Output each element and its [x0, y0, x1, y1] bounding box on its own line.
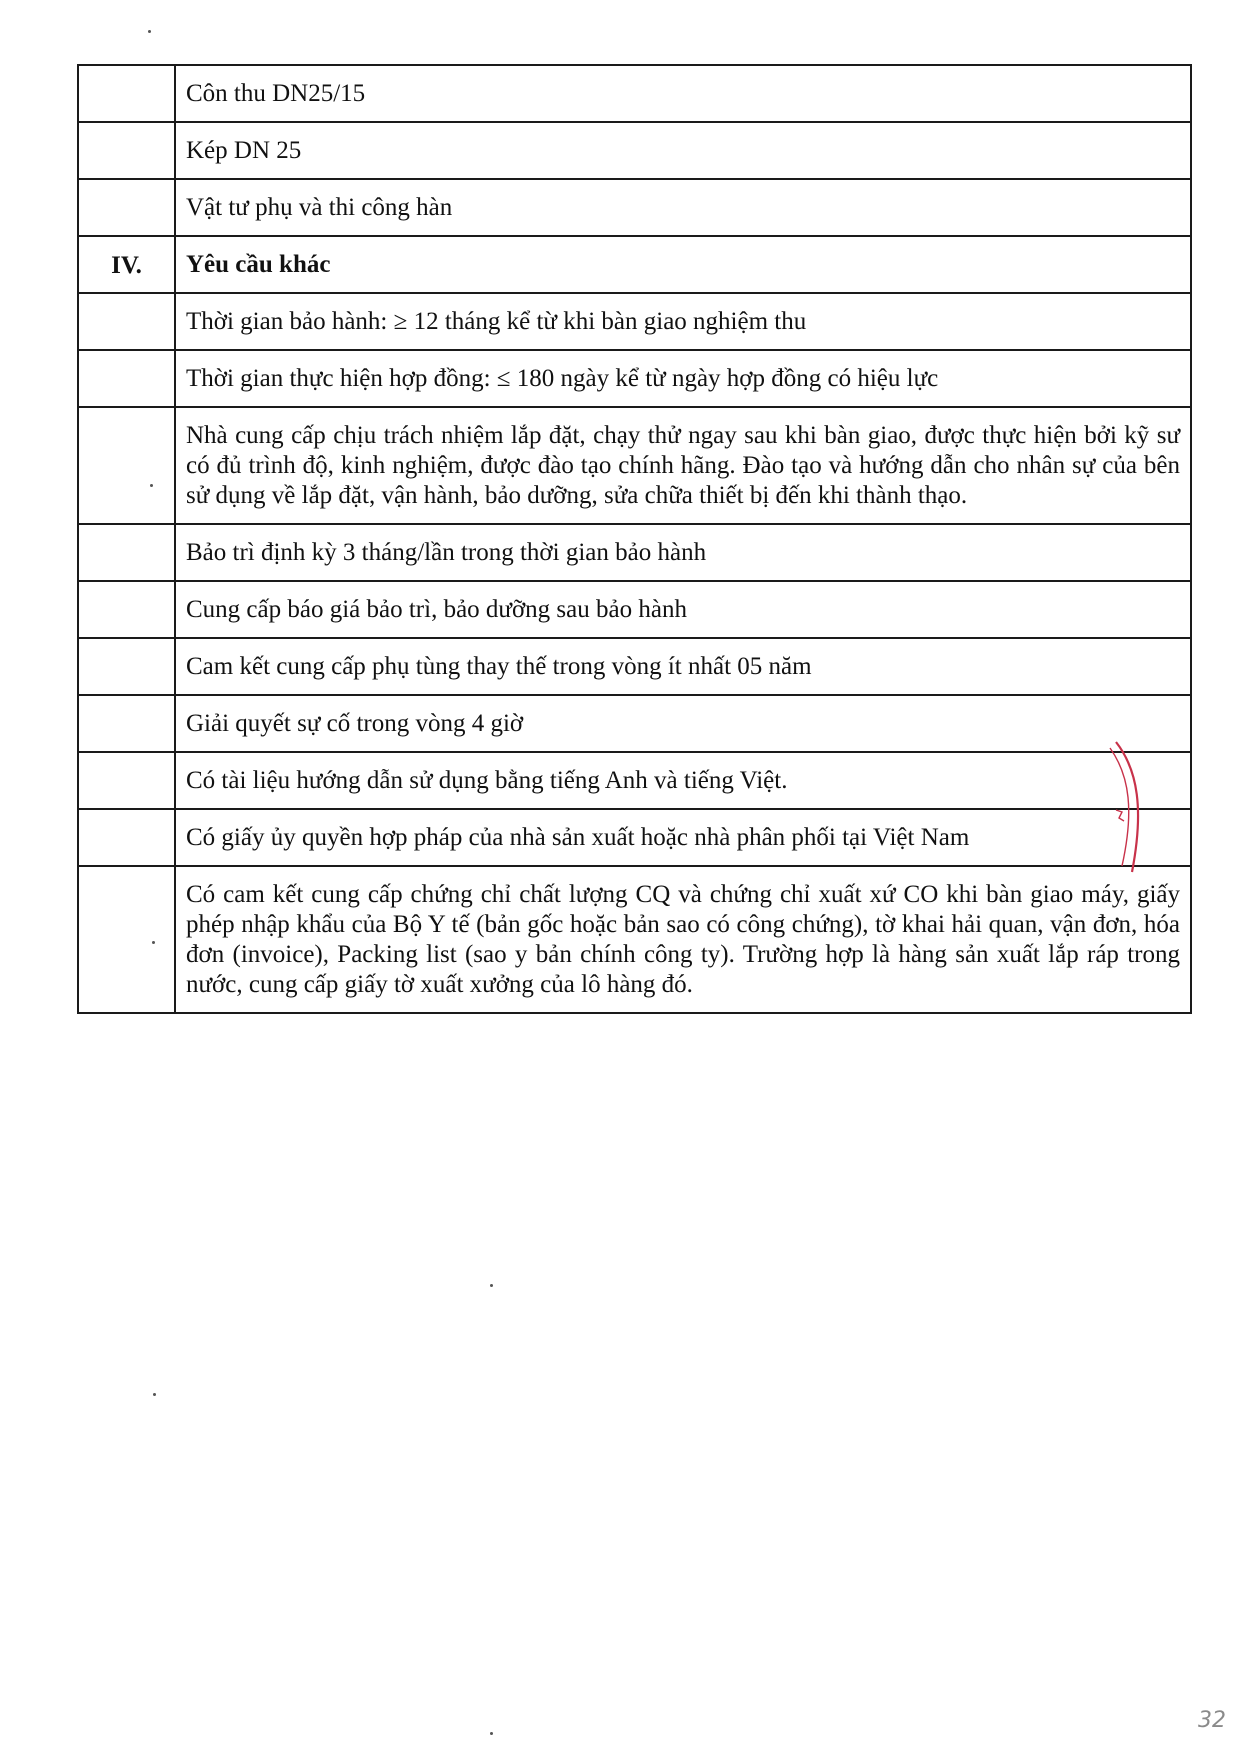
row-text-cell: Cam kết cung cấp phụ tùng thay thế trong vòng ít nhất 05 năm [175, 638, 1191, 695]
row-text-cell: Kép DN 25 [175, 122, 1191, 179]
row-text-cell: Thời gian bảo hành: ≥ 12 tháng kể từ khi bàn giao nghiệm thu [175, 293, 1191, 350]
table-row [78, 524, 1191, 581]
row-number-cell [78, 350, 175, 407]
row-number-cell [78, 179, 175, 236]
row-number-cell [78, 581, 175, 638]
scan-speck [152, 941, 155, 944]
row-number-cell [78, 809, 175, 866]
scan-speck [153, 1393, 156, 1396]
table-row [78, 293, 1191, 350]
section-title: Yêu cầu khác [175, 236, 1191, 293]
table-row [78, 122, 1191, 179]
scan-speck [490, 1732, 493, 1735]
row-number-cell [78, 407, 175, 524]
section-number: IV. [78, 236, 175, 293]
row-number-cell [78, 524, 175, 581]
row-number-cell [78, 695, 175, 752]
row-text-cell: Côn thu DN25/15 [175, 65, 1191, 122]
scan-speck [150, 484, 153, 487]
table-row [78, 752, 1191, 809]
row-text-cell: Vật tư phụ và thi công hàn [175, 179, 1191, 236]
table-row [78, 407, 1191, 524]
row-text-cell: Thời gian thực hiện hợp đồng: ≤ 180 ngày kể từ ngày hợp đồng có hiệu lực [175, 350, 1191, 407]
seal-stamp-fragment [1108, 740, 1152, 874]
row-text-cell: Có cam kết cung cấp chứng chỉ chất lượng CQ và chứng chỉ xuất xứ CO khi bàn giao máy, giấy phép nhập khẩu của Bộ Y tế (bản gốc hoặc bản sao có công chứng), tờ khai hải quan, vận đơn, hóa đơn (invoice), Packing list (sao y bản chính công ty). Trường hợp là hàng sản xuất lắp ráp trong nước, cung cấp giấy tờ xuất xưởng của lô hàng đó. [175, 866, 1191, 1013]
row-number-cell [78, 866, 175, 1013]
row-number-cell [78, 638, 175, 695]
requirements-table [77, 64, 1192, 1014]
row-text-cell: Bảo trì định kỳ 3 tháng/lần trong thời gian bảo hành [175, 524, 1191, 581]
row-number-cell [78, 65, 175, 122]
page-number: 32 [1198, 1708, 1226, 1733]
table-row [78, 638, 1191, 695]
row-text-cell: Có giấy ủy quyền hợp pháp của nhà sản xuất hoặc nhà phân phối tại Việt Nam [175, 809, 1191, 866]
row-text-cell: Có tài liệu hướng dẫn sử dụng bằng tiếng Anh và tiếng Việt. [175, 752, 1191, 809]
row-text-cell: Giải quyết sự cố trong vòng 4 giờ [175, 695, 1191, 752]
table-row [78, 866, 1191, 1013]
scan-speck [148, 30, 151, 33]
row-text-cell: Nhà cung cấp chịu trách nhiệm lắp đặt, chạy thử ngay sau khi bàn giao, được thực hiện bởi kỹ sư có đủ trình độ, kinh nghiệm, được đào tạo chính hãng. Đào tạo và hướng dẫn cho nhân sự của bên sử dụng về lắp đặt, vận hành, bảo dưỡng, sửa chữa thiết bị đến khi thành thạo. [175, 407, 1191, 524]
row-number-cell [78, 293, 175, 350]
table-row [78, 350, 1191, 407]
row-number-cell [78, 122, 175, 179]
table-row [78, 65, 1191, 122]
row-number-cell [78, 752, 175, 809]
table-row [78, 581, 1191, 638]
scan-speck [490, 1284, 493, 1287]
section-header-row [78, 236, 1191, 293]
row-text-cell: Cung cấp báo giá bảo trì, bảo dưỡng sau bảo hành [175, 581, 1191, 638]
table-row [78, 179, 1191, 236]
table-row [78, 809, 1191, 866]
table-row [78, 695, 1191, 752]
